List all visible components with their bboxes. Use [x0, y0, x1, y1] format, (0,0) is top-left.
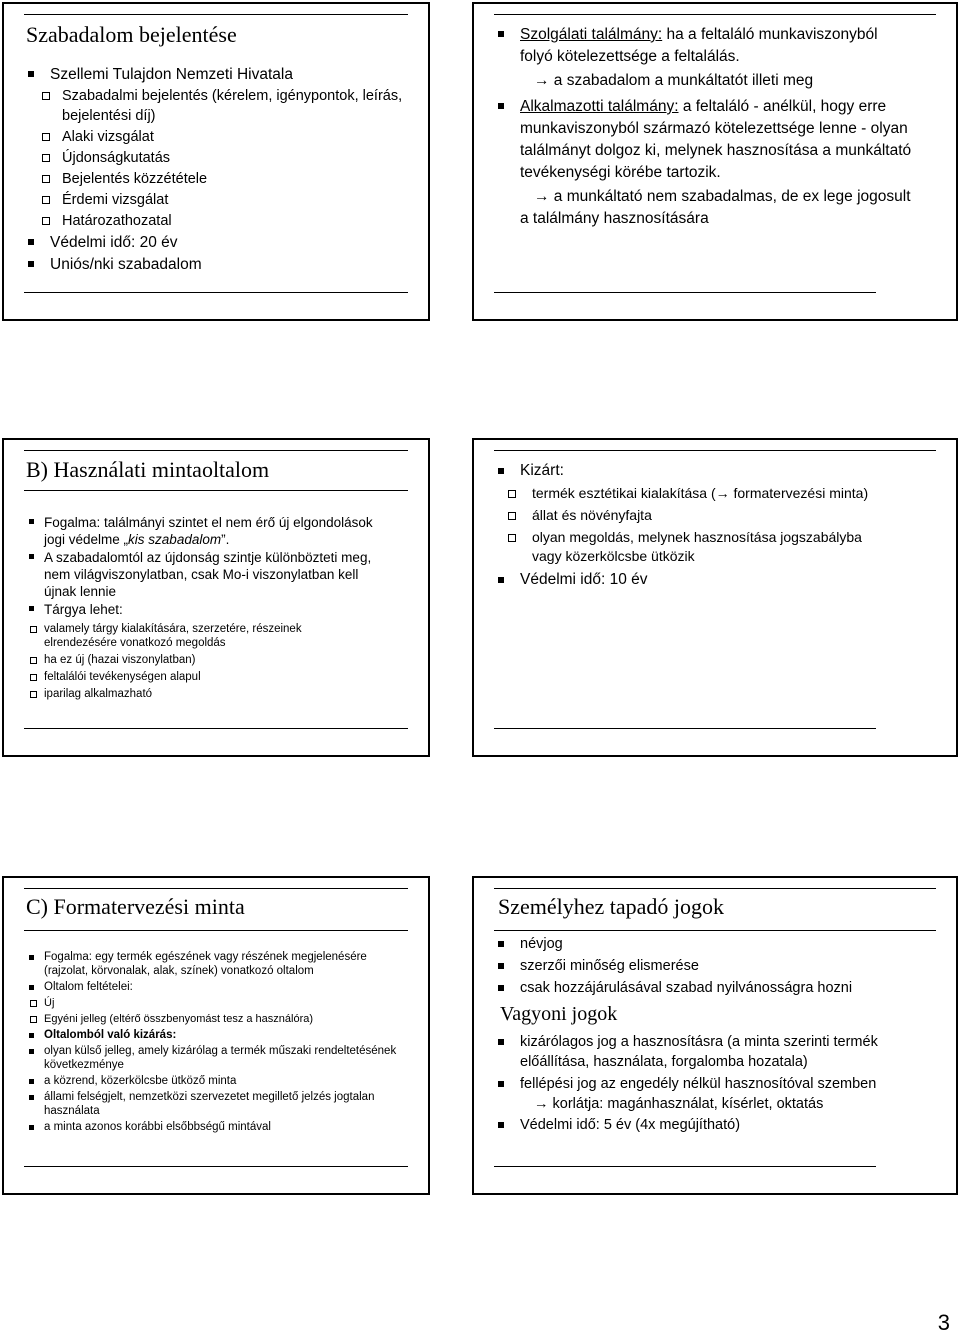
list-item-text: Szellemi Tulajdon Nemzeti Hivatala: [50, 66, 293, 83]
slide-3-title: B) Használati mintaoltalom: [26, 457, 270, 482]
personal-rights-list: [492, 934, 892, 998]
slide-5-title-rule: [24, 930, 408, 931]
slide-3: [2, 438, 430, 757]
list-item-text: Uniós/nki szabadalom: [50, 256, 202, 273]
property-rights-subtitle: Vagyoni jogok: [500, 1003, 618, 1025]
subject-item: [28, 622, 374, 650]
slide-4-bottom-rule: [494, 728, 876, 729]
condition-new: Új: [28, 996, 400, 1010]
list-item: [22, 232, 412, 253]
checkbox-bullet-icon: [30, 691, 37, 698]
list-item-text: Érdemi vizsgálat: [62, 192, 169, 208]
excluded-heading: Kizárt:: [492, 461, 872, 481]
exclusion-public-order: a közrend, közerkölcsbe ütköző minta: [28, 1074, 400, 1088]
employee-invention-label: Alkalmazotti találmány:: [520, 98, 679, 115]
employee-invention: [492, 96, 912, 184]
slide-1-bottom-rule: [24, 292, 408, 293]
bullet-icon: [498, 103, 504, 109]
subject-item-text: iparilag alkalmazható: [44, 688, 153, 700]
slide-6: [472, 876, 958, 1195]
slide-6-title-rule: [494, 930, 936, 931]
bullet-icon: [29, 1033, 34, 1038]
subject-item-text: valamely tárgy kialakítására, szerzetére, részeinek elrendezésére vonatkozó megoldás: [44, 623, 302, 649]
exclusion-heading: Oltalomból való kizárás:: [28, 1028, 400, 1042]
bullet-icon: [498, 941, 504, 947]
condition-individual: Egyéni jelleg (eltérő összbenyomást tesz a használóra): [28, 1012, 400, 1026]
excluded-item-text: olyan megoldás, melynek hasznosítása jogszabályba vagy közerkölcsbe ütközik: [532, 529, 862, 564]
slide-5-content: [28, 950, 400, 1134]
slide-1-list: [22, 64, 412, 275]
property-right-item: [492, 1074, 892, 1094]
subject-item-text: ha ez új (hazai viszonylatban): [44, 654, 196, 666]
personal-right-item: [492, 978, 892, 998]
bullet-icon: [29, 1049, 34, 1054]
slide-1: [2, 2, 430, 321]
novelty-difference: A szabadalomtól az újdonság szintje különbözteti meg, nem világviszonylatban, csak Mo-i viszonylatban kell újnak lennie: [28, 549, 374, 600]
subject-item: [28, 687, 374, 701]
list-item-text: Határozathozatal: [62, 213, 172, 229]
slide-4-content: [492, 461, 872, 590]
service-invention-label: Szolgálati találmány:: [520, 26, 663, 43]
bullet-icon: [498, 577, 504, 583]
bullet-icon: [29, 1095, 34, 1100]
property-right-text: kizárólagos jog a hasznosításra (a minta szerinti termék előállítása, használata, forgalomba hozatala): [520, 1034, 878, 1070]
personal-right-item: [492, 934, 892, 954]
slide-2-top-rule: [494, 14, 936, 15]
property-rights-list: [492, 1032, 892, 1094]
page-number: 3: [937, 1310, 950, 1335]
checkbox-bullet-icon: [42, 217, 50, 225]
slide-1-title-rule: [24, 14, 408, 15]
bullet-icon: [29, 1125, 34, 1130]
list-item-text: Védelmi idő: 20 év: [50, 234, 178, 251]
exclusion-state-emblem: állami felségjelt, nemzetközi szervezetet megillető jelzés jogtalan használata: [28, 1090, 400, 1118]
bullet-icon: [498, 31, 504, 37]
slide-3-top-rule: [24, 450, 408, 451]
subject-list: [28, 622, 374, 701]
checkbox-bullet-icon: [30, 674, 37, 681]
slide-6-top-rule: [494, 888, 936, 889]
checkbox-bullet-icon: [42, 133, 50, 141]
checkbox-bullet-icon: [42, 154, 50, 162]
slide-2: [472, 2, 958, 321]
protection-conditions: Oltalom feltételei:: [28, 980, 400, 994]
slide-5-title: C) Formatervezési minta: [26, 894, 245, 919]
bullet-icon: [29, 955, 34, 960]
excluded-item: [492, 506, 872, 525]
design-definition: Fogalma: egy termék egészének vagy részének megjelenésére (rajzolat, körvonalak, alak, színek) vonatkozó oltalom: [28, 950, 400, 978]
slide-5-top-rule: [24, 888, 408, 889]
bullet-icon: [498, 1122, 504, 1128]
list-item: [22, 64, 412, 85]
bullet-icon: [29, 985, 34, 990]
checkbox-bullet-icon: [42, 175, 50, 183]
personal-right-item: [492, 956, 892, 976]
checkbox-bullet-icon: [30, 626, 37, 633]
subject-item: [28, 670, 374, 684]
checkbox-bullet-icon: [42, 92, 50, 100]
list-item: [22, 148, 412, 168]
checkbox-bullet-icon: [42, 196, 50, 204]
slide-2-bottom-rule: [494, 292, 876, 293]
excluded-item-text: állat és növényfajta: [532, 507, 652, 523]
bullet-icon: [29, 1079, 34, 1084]
checkbox-bullet-icon: [30, 1000, 37, 1007]
slide-5: [2, 876, 430, 1195]
employee-invention-arrow: → a munkáltató nem szabadalmas, de ex lege jogosult a találmány hasznosítására: [520, 188, 911, 227]
exclusion-technical: olyan külső jelleg, amely kizárólag a termék műszaki rendeltetésének következménye: [28, 1044, 400, 1072]
subject-item-text: feltalálói tevékenységen alapul: [44, 671, 201, 683]
list-item: [22, 127, 412, 147]
slide-6-bottom-rule: [494, 1166, 876, 1167]
protection-period: Védelmi idő: 10 év: [492, 570, 872, 590]
slide-5-bottom-rule: [24, 1166, 408, 1167]
bullet-icon: [29, 606, 34, 611]
list-item: [22, 169, 412, 189]
slide-4-top-rule: [494, 450, 936, 451]
bullet-icon: [498, 1039, 504, 1045]
bullet-icon: [29, 554, 34, 559]
property-right-text: fellépési jog az engedély nélkül hasznosítóval szemben: [520, 1076, 877, 1092]
list-item-text: Szabadalmi bejelentés (kérelem, igénypontok, leírás, bejelentési díj): [62, 88, 403, 124]
list-item-text: Újdonságkutatás: [62, 150, 171, 166]
bullet-icon: [28, 239, 34, 245]
bullet-icon: [498, 1081, 504, 1087]
bullet-icon: [28, 71, 34, 77]
slide-6-title: Személyhez tapadó jogok: [498, 894, 725, 919]
property-right-item: [492, 1032, 892, 1072]
checkbox-bullet-icon: [508, 512, 516, 520]
limitation-arrow: → korlátja: magánhasználat, kísérlet, oktatás: [534, 1096, 824, 1112]
slide-1-title: Szabadalom bejelentése: [26, 22, 237, 47]
subject-item: [28, 653, 374, 667]
personal-right-text: csak hozzájárulásával szabad nyilvánosságra hozni: [520, 980, 853, 996]
exclusion-prior-design: a minta azonos korábbi elsőbbségű mintával: [28, 1120, 400, 1134]
list-item-text: Alaki vizsgálat: [62, 129, 154, 145]
subject-heading: Tárgya lehet:: [28, 601, 374, 618]
employee-invention-text: a feltaláló - anélkül, hogy erre munkaviszonyból származó kötelezettsége lenne - olyan találmányt dolgoz ki, melynek hasznosítása a munkáltató tevékenységi körébe tartozik.: [520, 98, 912, 181]
service-invention: [492, 24, 912, 68]
list-item-text: Bejelentés közzététele: [62, 171, 208, 187]
service-invention-arrow: → a szabadalom a munkáltatót illeti meg: [534, 72, 814, 89]
bullet-icon: [498, 963, 504, 969]
list-item: [22, 190, 412, 210]
bullet-icon: [498, 468, 504, 474]
slide-6-content: [492, 934, 892, 1135]
excluded-item: [492, 528, 872, 566]
slide-3-bottom-rule: [24, 728, 408, 729]
bullet-icon: [29, 519, 34, 524]
list-item: [22, 211, 412, 231]
bullet-icon: [498, 985, 504, 991]
checkbox-bullet-icon: [508, 534, 516, 542]
slide-3-title-rule: [24, 490, 408, 491]
bullet-icon: [28, 261, 34, 267]
excluded-item-text: termék esztétikai kialakítása (→ formatervezési minta): [532, 485, 869, 501]
personal-right-text: szerzői minőség elismerése: [520, 958, 699, 974]
slide-3-content: [28, 514, 374, 701]
excluded-item: [492, 484, 872, 503]
personal-right-text: névjog: [520, 936, 563, 952]
list-item: [22, 254, 412, 275]
slide-4: [472, 438, 958, 757]
excluded-list: [492, 484, 872, 566]
list-item: [22, 86, 412, 126]
slide-2-content: [492, 24, 912, 230]
checkbox-bullet-icon: [30, 657, 37, 664]
design-protection-period: Védelmi idő: 5 év (4x megújítható): [492, 1115, 892, 1135]
service-invention-text: ha a feltaláló munkaviszonyból folyó kötelezettsége a feltalálás.: [520, 26, 878, 65]
checkbox-bullet-icon: [508, 490, 516, 498]
utility-model-definition: Fogalma: találmányi szintet el nem érő új elgondolások jogi védelme „kis szabadalom”.: [28, 514, 374, 548]
checkbox-bullet-icon: [30, 1016, 37, 1023]
